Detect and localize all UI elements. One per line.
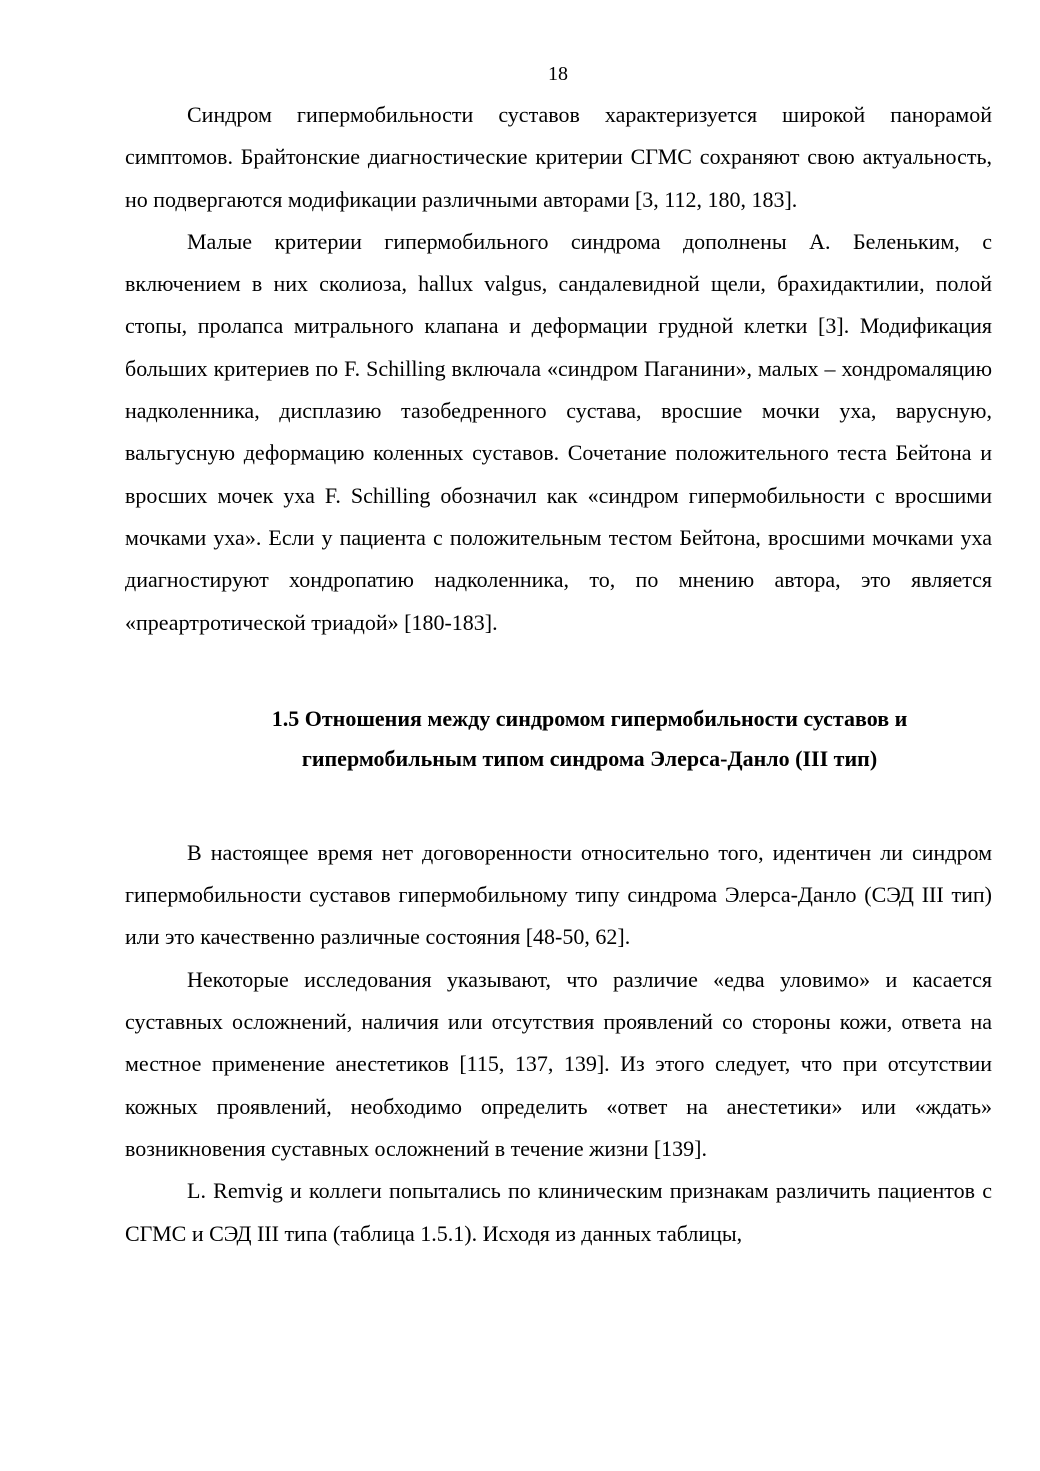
paragraph-remvig: L. Remvig и коллеги попытались по клиническим признакам различить пациентов с СГМС и СЭД III типа (таблица 1.5.1). Исходя из данных таблицы,: [125, 1178, 992, 1246]
section-heading: 1.5 Отношения между синдромом гипермобильности суставов и гипермобильным типом синдрома Элерса-Данло (III тип): [271, 705, 908, 771]
page-number: 18: [548, 63, 568, 85]
page-body: [125, 94, 992, 1255]
paragraph-no-agreement: В настоящее время нет договоренности относительно того, идентичен ли синдром гипермобильности суставов гипермобильному типу синдрома Элерса-Данло (СЭД III тип) или это качественно различные состояния [48-50, 62].: [125, 839, 992, 950]
paragraph-studies: Некоторые исследования указывают, что различие «едва уловимо» и касается суставных осложнений, наличия или отсутствия проявлений со стороны кожи, ответа на местное применение анестетиков [115, 137, 139]. Из этого следует, что при отсутствии кожных проявлений, необходимо определить «ответ на анестетики» или «ждать» возникновения суставных осложнений в течение жизни [139].: [125, 966, 992, 1161]
paragraph-brighton-criteria: Синдром гипермобильности суставов характеризуется широкой панорамой симптомов. Брайтонские диагностические критерии СГМС сохраняют свою актуальность, но подвергаются модификации различными авторами [3, 112, 180, 183].: [125, 102, 992, 212]
paragraph-minor-criteria: Малые критерии гипермобильного синдрома дополнены А. Беленьким, с включением в них сколиоза, hallux valgus, сандалевидной щели, брахидактилии, полой стопы, пролапса митрального клапана и деформации грудной клетки [3]. Модификация больших критериев по F. Schilling включала «синдром Паганини», малых – хондромаляцию надколенника, дисплазию тазобедренного сустава, вросшие мочки уха, варусную, вальгусную деформацию коленных суставов. Сочетание положительного теста Бейтона и вросших мочек уха F. Schilling обозначил как «синдром гипермобильности с вросшими мочками уха». Если у пациента с положительным тестом Бейтона, вросшими мочками уха диагностируют хондропатию надколенника, то, по мнению автора, это является «преартротической триадой» [180-183].: [125, 228, 992, 635]
section-heading-block: [125, 699, 992, 779]
